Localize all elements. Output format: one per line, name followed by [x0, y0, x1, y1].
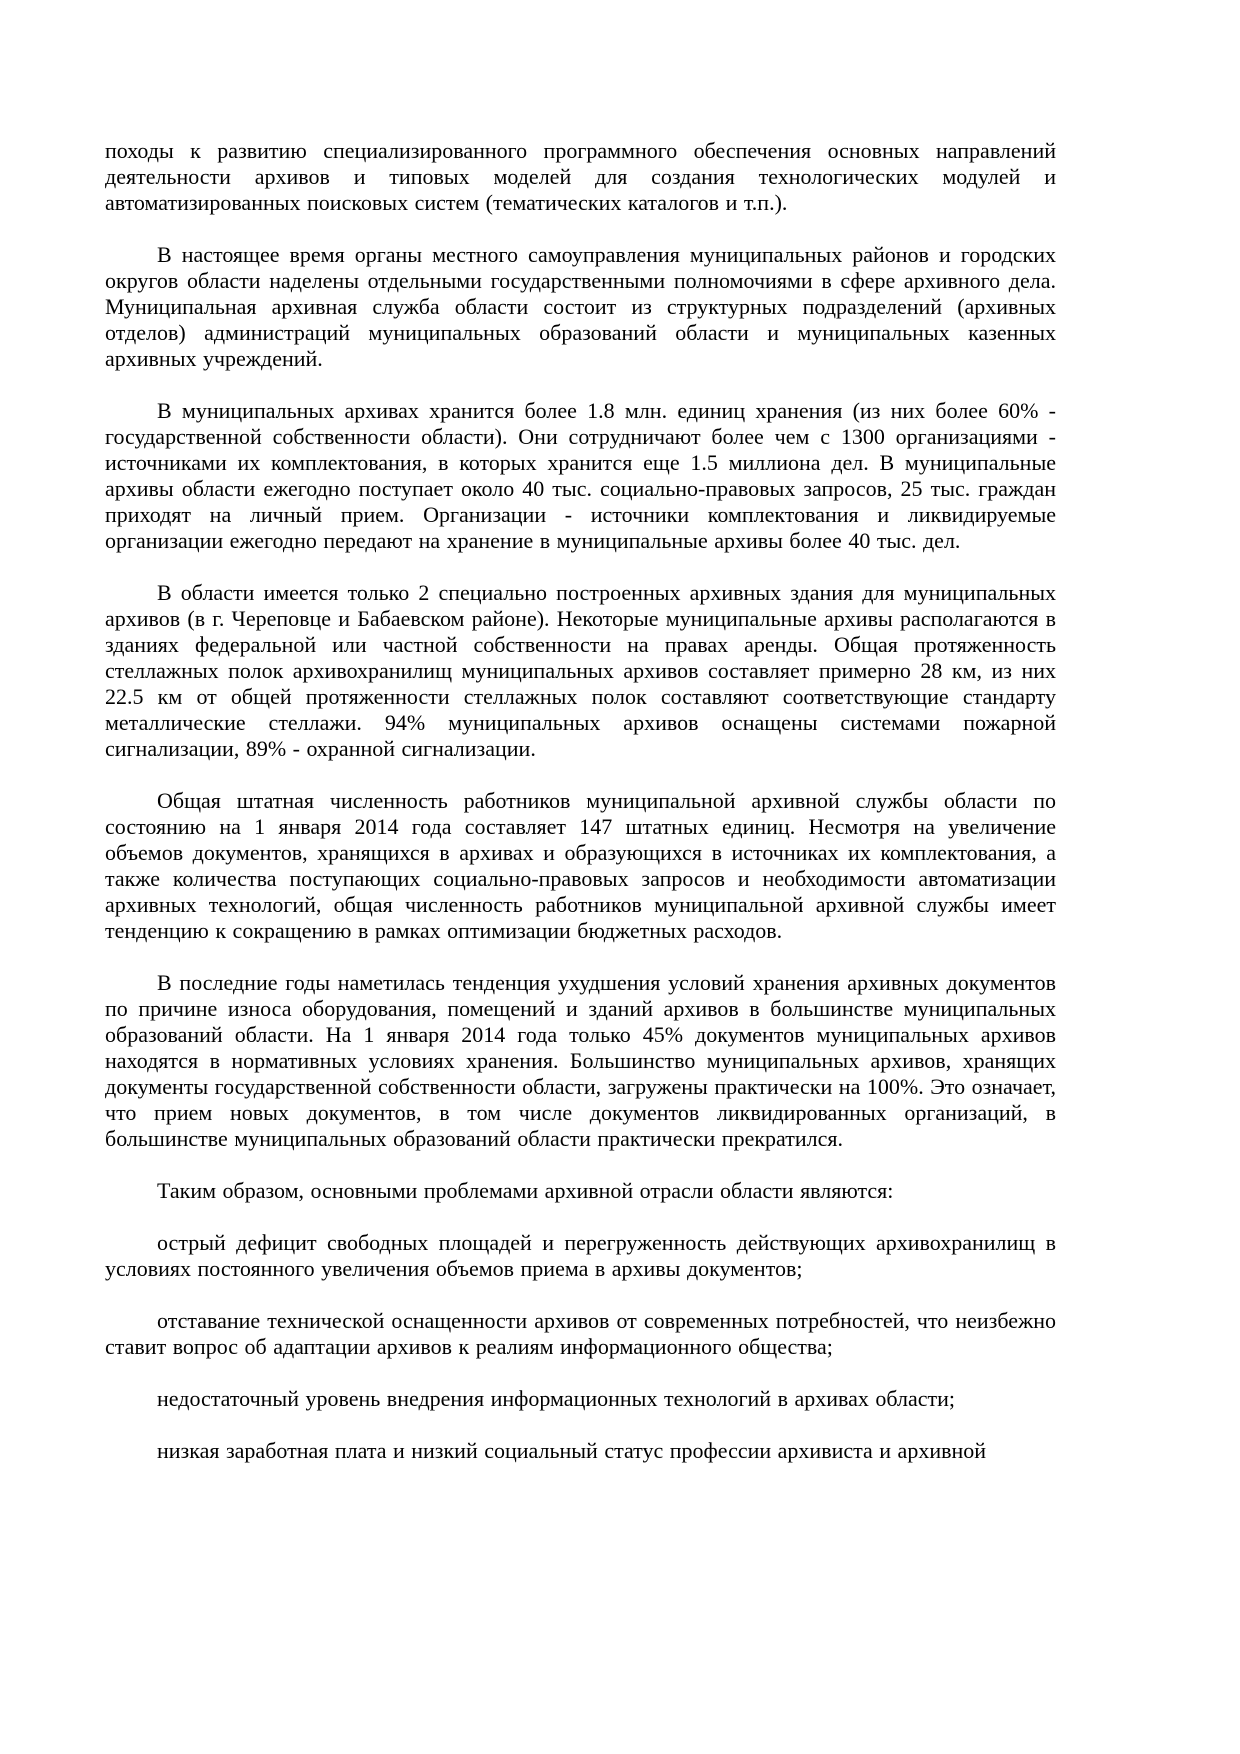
paragraph-problem-it-level: недостаточный уровень внедрения информационных технологий в архивах области; [157, 1386, 956, 1411]
paragraph-continuation: походы к развитию специализированного программного обеспечения основных направлений деятельности архивов и типовых моделей для создания технологических модулей и автоматизированных поисковых систем (тематических каталогов и т.п.). [105, 138, 1056, 215]
paragraph-storage-conditions: В последние годы наметилась тенденция ухудшения условий хранения архивных документов по причине износа оборудования, помещений и зданий архивов в большинстве муниципальных образований области. На 1 января 2014 года только 45% документов муниципальных архивов находятся в нормативных условиях хранения. Большинство муниципальных архивов, хранящих документы государственной собственности области, загружены практически на 100%. Это означает, что прием новых документов, в том числе документов ликвидированных организаций, в большинстве муниципальных образований области практически прекратился. [105, 970, 1056, 1151]
paragraph-buildings-and-shelving: В области имеется только 2 специально построенных архивных здания для муниципальных архивов (в г. Череповце и Бабаевском районе). Некоторые муниципальные архивы располагаются в зданиях федеральной или частной собственности на правах аренды. Общая протяженность стеллажных полок архивохранилищ муниципальных архивов составляет примерно 28 км, из них 22.5 км от общей протяженности стеллажных полок составляют соответствующие стандарту металлические стеллажи. 94% муниципальных архивов оснащены системами пожарной сигнализации, 89% - охранной сигнализации. [105, 580, 1056, 761]
paragraph-staff-numbers: Общая штатная численность работников муниципальной архивной службы области по состоянию на 1 января 2014 года составляет 147 штатных единиц. Несмотря на увеличение объемов документов, хранящихся в архивах и образующихся в источниках их комплектования, а также количества поступающих социально-правовых запросов и необходимости автоматизации архивных технологий, общая численность работников муниципальной архивной службы имеет тенденцию к сокращению в рамках оптимизации бюджетных расходов. [105, 788, 1056, 943]
paragraph-problem-low-salary: низкая заработная плата и низкий социальный статус профессии архивиста и архивной [157, 1438, 987, 1463]
paragraph-current-state: В настоящее время органы местного самоуправления муниципальных районов и городских округов области наделены отдельными государственными полномочиями в сфере архивного дела. Муниципальная архивная служба области состоит из структурных подразделений (архивных отделов) администраций муниципальных образований области и муниципальных казенных архивных учреждений. [105, 242, 1056, 371]
paragraph-problem-technical-lag: отставание технической оснащенности архивов от современных потребностей, что неизбежно ставит вопрос об адаптации архивов к реалиям информационного общества; [105, 1308, 1056, 1359]
paragraph-problems-intro: Таким образом, основными проблемами архивной отрасли области являются: [157, 1178, 894, 1203]
paragraph-municipal-archives-stats: В муниципальных архивах хранится более 1.8 млн. единиц хранения (из них более 60% - государственной собственности области). Они сотрудничают более чем с 1300 организациями - источниками их комплектования, в которых хранится еще 1.5 миллиона дел. В муниципальные архивы области ежегодно поступает около 40 тыс. социально-правовых запросов, 25 тыс. граждан приходят на личный прием. Организации - источники комплектования и ликвидируемые организации ежегодно передают на хранение в муниципальные архивы более 40 тыс. дел. [105, 398, 1056, 553]
paragraph-problem-space-deficit: острый дефицит свободных площадей и перегруженность действующих архивохранилищ в условиях постоянного увеличения объемов приема в архивы документов; [105, 1230, 1056, 1281]
document-body [105, 138, 1056, 1464]
